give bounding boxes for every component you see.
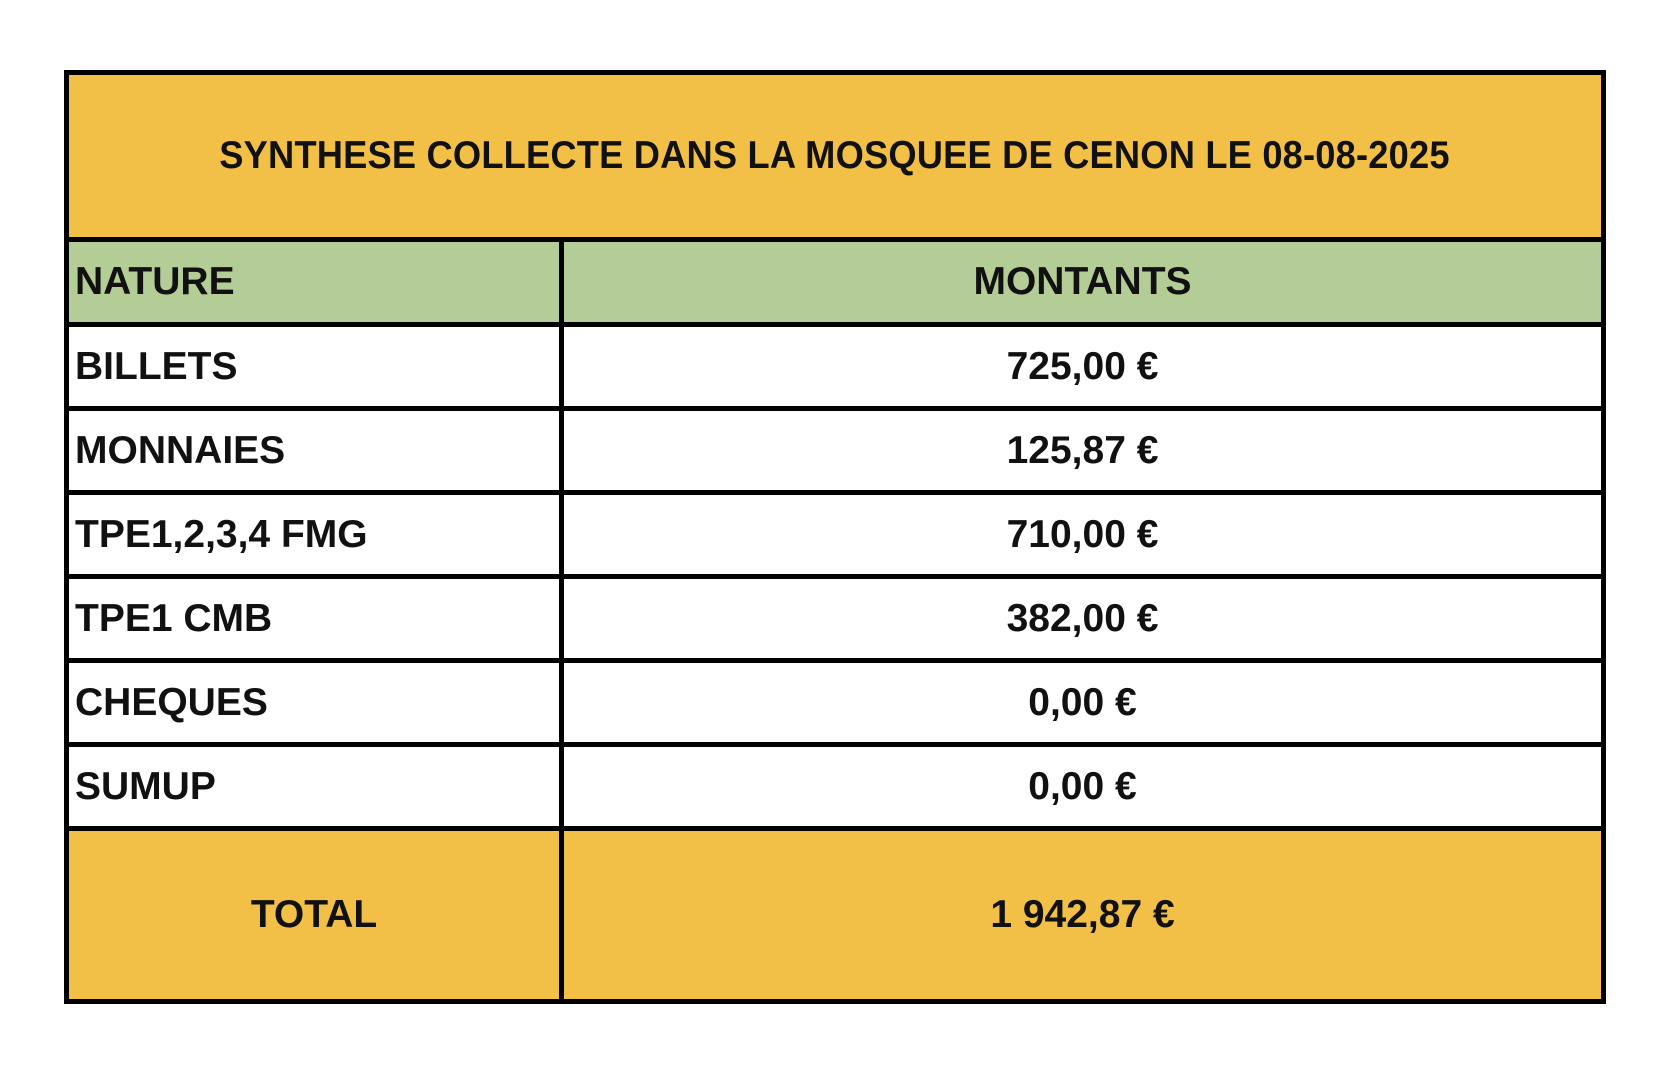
table-row [69, 495, 1601, 579]
header-nature: NATURE [69, 242, 564, 322]
table-row [69, 327, 1601, 411]
nature-cell: TPE1 CMB [69, 579, 564, 658]
amount-cell: 382,00 € [1006, 596, 1159, 640]
total-row [69, 831, 1601, 999]
table-title: SYNTHESE COLLECTE DANS LA MOSQUEE DE CENON LE 08-08-2025 [219, 134, 1451, 177]
nature-cell: TPE1,2,3,4 FMG [69, 495, 564, 574]
total-label: TOTAL [69, 831, 564, 999]
amount-cell: 0,00 € [1028, 764, 1137, 808]
nature-cell: CHEQUES [69, 663, 564, 742]
nature-cell: MONNAIES [69, 411, 564, 490]
nature-cell: SUMUP [69, 747, 564, 826]
nature-cell: BILLETS [69, 327, 564, 406]
table-header-row [69, 242, 1601, 327]
header-amounts: MONTANTS [973, 260, 1192, 303]
amount-cell: 725,00 € [1006, 344, 1159, 388]
collection-summary-table [64, 70, 1606, 1004]
table-row [69, 579, 1601, 663]
table-row [69, 747, 1601, 831]
table-row [69, 663, 1601, 747]
amount-cell: 125,87 € [1006, 428, 1159, 472]
amount-cell: 0,00 € [1028, 680, 1137, 724]
total-amount: 1 942,87 € [990, 893, 1175, 936]
amount-cell: 710,00 € [1006, 512, 1159, 556]
table-title-row [69, 75, 1601, 242]
table-row [69, 411, 1601, 495]
